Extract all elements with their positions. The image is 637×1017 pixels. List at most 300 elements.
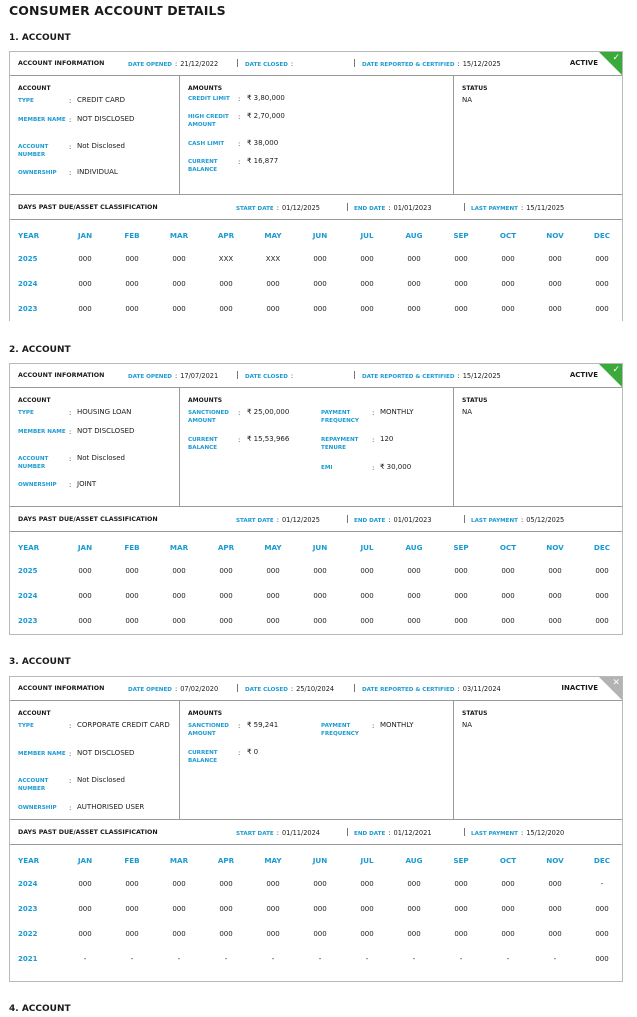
- dpd-cell: 000: [313, 305, 327, 313]
- dpd-cell: 000: [125, 280, 139, 288]
- dpd-year: 2025: [18, 567, 38, 575]
- account-column: [10, 388, 180, 506]
- dpd-cell: 000: [360, 255, 374, 263]
- dpd-cell: 000: [548, 255, 562, 263]
- colon: :: [69, 116, 72, 124]
- account-card: [9, 676, 623, 982]
- dpd-cell: 000: [501, 930, 515, 938]
- month-header: JUL: [360, 543, 374, 552]
- account-type-label: TYPE: [18, 410, 34, 416]
- separator: |: [236, 58, 239, 67]
- date-reported-label: DATE REPORTED & CERTIFIED: [362, 687, 455, 693]
- colon: :: [372, 464, 375, 472]
- dpd-title: DAYS PAST DUE/ASSET CLASSIFICATION: [18, 829, 158, 836]
- dpd-cell: 000: [501, 305, 515, 313]
- dpd-cell: 000: [407, 567, 421, 575]
- month-header: OCT: [499, 543, 517, 552]
- dpd-cell: 000: [595, 305, 609, 313]
- amount-label: PAYMENT FREQUENCY: [321, 410, 359, 424]
- separator: |: [346, 202, 349, 211]
- account-card: [9, 51, 623, 321]
- date-closed-value: 25/10/2024: [296, 685, 335, 693]
- dpd-table-header: [10, 231, 622, 243]
- dpd-cell: 000: [125, 255, 139, 263]
- amount-value: ₹ 16,877: [247, 157, 279, 165]
- colon: :: [521, 516, 524, 524]
- dpd-cell: 000: [454, 905, 468, 913]
- dpd-cell: 000: [360, 880, 374, 888]
- date-opened-value: 21/12/2022: [180, 60, 219, 68]
- date-closed-label: DATE CLOSED: [245, 374, 288, 380]
- colon: :: [388, 516, 391, 524]
- dpd-cell: -: [459, 955, 463, 963]
- ownership-label: OWNERSHIP: [18, 482, 57, 488]
- dpd-cell: -: [177, 955, 181, 963]
- amount-value: ₹ 3,80,000: [247, 94, 285, 102]
- month-header: DEC: [593, 543, 611, 552]
- dpd-cell: 000: [407, 280, 421, 288]
- month-header: JAN: [77, 231, 93, 240]
- last-payment-label: LAST PAYMENT: [471, 518, 518, 524]
- dpd-cell: 000: [125, 930, 139, 938]
- dpd-cell: 000: [125, 905, 139, 913]
- date-closed-label: DATE CLOSED: [245, 687, 288, 693]
- dpd-cell: 000: [266, 280, 280, 288]
- date-reported-field: [362, 60, 501, 68]
- amount-label: CURRENT BALANCE: [188, 437, 218, 451]
- account-number-value: Not Disclosed: [77, 454, 125, 462]
- month-header: APR: [217, 856, 235, 865]
- dpd-cell: -: [318, 955, 322, 963]
- dpd-cell: 000: [501, 255, 515, 263]
- dpd-bar: [10, 821, 622, 845]
- dpd-cell: 000: [78, 255, 92, 263]
- date-reported-value: 15/12/2025: [462, 372, 501, 380]
- dpd-year: 2022: [18, 930, 38, 938]
- date-closed-label: DATE CLOSED: [245, 62, 288, 68]
- amounts-column-title: AMOUNTS: [188, 710, 223, 717]
- status-badge: ACTIVE: [569, 59, 598, 67]
- colon: :: [174, 60, 178, 68]
- amount-value: MONTHLY: [380, 721, 414, 729]
- status-value: NA: [462, 408, 473, 416]
- dpd-cell: 000: [501, 880, 515, 888]
- account-heading: 2. ACCOUNT: [9, 345, 71, 355]
- dpd-cell: 000: [172, 280, 186, 288]
- colon: :: [69, 750, 72, 758]
- last-payment-label: LAST PAYMENT: [471, 831, 518, 837]
- dpd-cell: XXX: [218, 255, 234, 263]
- dpd-table-row: [10, 617, 622, 629]
- account-type-label: TYPE: [18, 723, 34, 729]
- month-header: AUG: [405, 543, 423, 552]
- date-reported-value: 15/12/2025: [462, 60, 501, 68]
- dpd-cell: 000: [172, 930, 186, 938]
- dpd-cell: 000: [454, 930, 468, 938]
- ownership-label: OWNERSHIP: [18, 170, 57, 176]
- dpd-cell: 000: [78, 567, 92, 575]
- month-header: MAR: [169, 231, 189, 240]
- account-column-title: ACCOUNT: [18, 397, 51, 404]
- dpd-cell: 000: [78, 880, 92, 888]
- dpd-cell: 000: [501, 592, 515, 600]
- amounts-column-title: AMOUNTS: [188, 85, 223, 92]
- dpd-cell: 000: [360, 280, 374, 288]
- dpd-cell: 000: [595, 955, 609, 963]
- separator: |: [236, 683, 239, 692]
- start-date-value: 01/12/2025: [281, 516, 320, 524]
- dpd-bar: [10, 196, 622, 220]
- start-date-label: START DATE: [236, 518, 274, 524]
- amount-value: ₹ 25,00,000: [247, 408, 290, 416]
- start-date-value: 01/11/2024: [281, 829, 320, 837]
- dpd-cell: 000: [548, 930, 562, 938]
- colon: :: [521, 204, 524, 212]
- account-number-label: ACCOUNT NUMBER: [18, 778, 49, 792]
- month-header: MAR: [169, 856, 189, 865]
- account-number-label: ACCOUNT NUMBER: [18, 456, 49, 470]
- status-column: [454, 701, 622, 819]
- dpd-cell: 000: [125, 617, 139, 625]
- date-reported-label: DATE REPORTED & CERTIFIED: [362, 374, 455, 380]
- dpd-cell: 000: [78, 280, 92, 288]
- colon: :: [69, 169, 72, 177]
- account-card: [9, 363, 623, 635]
- member-name-label: MEMBER NAME: [18, 751, 66, 757]
- dpd-cell: 000: [548, 617, 562, 625]
- date-opened-field: [128, 60, 218, 68]
- dpd-cell: 000: [454, 567, 468, 575]
- dpd-cell: 000: [360, 592, 374, 600]
- colon: :: [276, 204, 279, 212]
- date-opened-label: DATE OPENED: [128, 687, 172, 693]
- dpd-year: 2025: [18, 255, 38, 263]
- dpd-cell: 000: [454, 880, 468, 888]
- colon: :: [457, 685, 460, 693]
- dpd-cell: 000: [407, 617, 421, 625]
- colon: :: [69, 455, 72, 463]
- month-header: JUN: [312, 543, 328, 552]
- account-number-label: ACCOUNT NUMBER: [18, 144, 49, 158]
- account-info-title: ACCOUNT INFORMATION: [18, 372, 105, 379]
- separator: |: [353, 58, 356, 67]
- end-date-label: END DATE: [354, 206, 386, 212]
- ownership-value: INDIVIDUAL: [77, 168, 118, 176]
- dpd-cell: 000: [313, 905, 327, 913]
- start-date-value: 01/12/2025: [281, 204, 320, 212]
- dpd-cell: -: [506, 955, 510, 963]
- dpd-cell: 000: [454, 305, 468, 313]
- colon: :: [69, 804, 72, 812]
- amounts-column: [180, 388, 454, 506]
- month-header: JUL: [360, 231, 374, 240]
- colon: :: [372, 409, 375, 417]
- last-payment-value: 15/11/2025: [526, 204, 565, 212]
- dpd-cell: 000: [501, 905, 515, 913]
- dpd-cell: 000: [595, 280, 609, 288]
- dpd-cell: 000: [219, 280, 233, 288]
- account-type-value: CREDIT CARD: [77, 96, 126, 104]
- dpd-cell: 000: [595, 567, 609, 575]
- dpd-cell: 000: [313, 567, 327, 575]
- dpd-cell: 000: [313, 930, 327, 938]
- colon: :: [238, 140, 241, 148]
- dpd-cell: -: [271, 955, 275, 963]
- year-header: YEAR: [18, 231, 40, 240]
- colon: :: [276, 516, 279, 524]
- status-column: [454, 388, 622, 506]
- account-info-title: ACCOUNT INFORMATION: [18, 60, 105, 67]
- amounts-column-title: AMOUNTS: [188, 397, 223, 404]
- dpd-year: 2021: [18, 955, 38, 963]
- colon: :: [276, 829, 279, 837]
- account-info-bar: [10, 677, 622, 701]
- amount-value: MONTHLY: [380, 408, 414, 416]
- dpd-title: DAYS PAST DUE/ASSET CLASSIFICATION: [18, 204, 158, 211]
- amount-label: CREDIT LIMIT: [188, 96, 230, 102]
- month-header: DEC: [593, 856, 611, 865]
- dpd-cell: 000: [360, 617, 374, 625]
- dpd-table-row: [10, 955, 622, 967]
- dpd-year: 2023: [18, 305, 38, 313]
- month-header: JUN: [312, 231, 328, 240]
- colon: :: [457, 372, 460, 380]
- month-header: AUG: [405, 231, 423, 240]
- account-details: [10, 388, 622, 507]
- start-date-label: START DATE: [236, 831, 274, 837]
- colon: :: [238, 158, 241, 166]
- dpd-table-header: [10, 543, 622, 555]
- dpd-table-row: [10, 305, 622, 317]
- status-badge: ACTIVE: [569, 371, 598, 379]
- dpd-cell: 000: [78, 930, 92, 938]
- colon: :: [372, 722, 375, 730]
- colon: :: [238, 722, 241, 730]
- dpd-cell: 000: [407, 880, 421, 888]
- dpd-cell: 000: [266, 567, 280, 575]
- account-type-value: HOUSING LOAN: [77, 408, 132, 416]
- account-number-value: Not Disclosed: [77, 776, 125, 784]
- colon: :: [69, 481, 72, 489]
- dpd-cell: -: [224, 955, 228, 963]
- dpd-cell: 000: [360, 305, 374, 313]
- colon: :: [238, 409, 241, 417]
- date-reported-field: [362, 372, 501, 380]
- month-header: MAY: [264, 856, 282, 865]
- amount-value: 120: [380, 435, 394, 443]
- dpd-cell: 000: [595, 592, 609, 600]
- dpd-cell: 000: [595, 255, 609, 263]
- dpd-table-row: [10, 280, 622, 292]
- dpd-cell: 000: [548, 905, 562, 913]
- amount-value: ₹ 15,53,966: [247, 435, 290, 443]
- dpd-cell: 000: [125, 880, 139, 888]
- end-date-label: END DATE: [354, 518, 386, 524]
- dpd-cell: -: [412, 955, 416, 963]
- month-header: SEP: [453, 231, 469, 240]
- date-opened-field: [128, 685, 218, 693]
- status-value: NA: [462, 96, 473, 104]
- dpd-cell: 000: [266, 905, 280, 913]
- dpd-cell: 000: [313, 255, 327, 263]
- amount-value: ₹ 0: [247, 748, 259, 756]
- ownership-label: OWNERSHIP: [18, 805, 57, 811]
- last-payment-field: [471, 829, 564, 837]
- dpd-cell: 000: [172, 905, 186, 913]
- status-column-title: STATUS: [462, 710, 488, 717]
- amount-value: ₹ 2,70,000: [247, 112, 285, 120]
- ownership-value: AUTHORISED USER: [77, 803, 145, 811]
- account-column: [10, 76, 180, 194]
- end-date-field: [354, 204, 432, 212]
- dpd-cell: 000: [595, 930, 609, 938]
- dpd-cell: 000: [548, 880, 562, 888]
- separator: |: [236, 370, 239, 379]
- account-info-bar: [10, 364, 622, 388]
- start-date-field: [236, 516, 320, 524]
- dpd-cell: 000: [595, 617, 609, 625]
- amount-label: PAYMENT FREQUENCY: [321, 723, 359, 737]
- dpd-cell: 000: [125, 592, 139, 600]
- dpd-table-row: [10, 567, 622, 579]
- dpd-cell: 000: [360, 567, 374, 575]
- member-name-value: NOT DISCLOSED: [77, 749, 135, 757]
- account-info-title: ACCOUNT INFORMATION: [18, 685, 105, 692]
- dpd-cell: 000: [78, 305, 92, 313]
- date-opened-field: [128, 372, 218, 380]
- dpd-table-row: [10, 905, 622, 917]
- dpd-table-row: [10, 255, 622, 267]
- dpd-cell: 000: [454, 617, 468, 625]
- amount-label: SANCTIONED AMOUNT: [188, 410, 229, 424]
- dpd-cell: 000: [219, 305, 233, 313]
- colon: :: [69, 722, 72, 730]
- status-value: NA: [462, 721, 473, 729]
- dpd-cell: XXX: [265, 255, 281, 263]
- dpd-bar: [10, 508, 622, 532]
- dpd-cell: 000: [125, 567, 139, 575]
- month-header: FEB: [124, 231, 140, 240]
- dpd-cell: 000: [125, 305, 139, 313]
- amounts-column: [180, 701, 454, 819]
- dpd-cell: 000: [501, 280, 515, 288]
- dpd-cell: 000: [548, 592, 562, 600]
- dpd-cell: 000: [407, 905, 421, 913]
- dpd-cell: 000: [172, 617, 186, 625]
- member-name-value: NOT DISCLOSED: [77, 115, 135, 123]
- month-header: AUG: [405, 856, 423, 865]
- colon: :: [521, 829, 524, 837]
- colon: :: [69, 143, 72, 151]
- dpd-cell: 000: [219, 617, 233, 625]
- status-column: [454, 76, 622, 194]
- dpd-cell: 000: [501, 567, 515, 575]
- dpd-year: 2024: [18, 280, 38, 288]
- dpd-cell: 000: [78, 592, 92, 600]
- colon: :: [69, 409, 72, 417]
- member-name-value: NOT DISCLOSED: [77, 427, 135, 435]
- amount-value: ₹ 59,241: [247, 721, 279, 729]
- dpd-cell: 000: [548, 305, 562, 313]
- last-payment-field: [471, 516, 564, 524]
- status-column-title: STATUS: [462, 85, 488, 92]
- month-header: MAY: [264, 543, 282, 552]
- month-header: JUN: [312, 856, 328, 865]
- end-date-value: 01/12/2021: [393, 829, 432, 837]
- amount-label: SANCTIONED AMOUNT: [188, 723, 229, 737]
- dpd-cell: 000: [454, 592, 468, 600]
- dpd-cell: 000: [172, 880, 186, 888]
- dpd-cell: 000: [219, 592, 233, 600]
- month-header: OCT: [499, 231, 517, 240]
- ownership-value: JOINT: [77, 480, 97, 488]
- end-date-value: 01/01/2023: [393, 204, 432, 212]
- dpd-cell: 000: [219, 905, 233, 913]
- end-date-field: [354, 829, 432, 837]
- dpd-cell: 000: [313, 617, 327, 625]
- month-header: FEB: [124, 543, 140, 552]
- colon: :: [238, 436, 241, 444]
- month-header: APR: [217, 231, 235, 240]
- dpd-cell: -: [130, 955, 134, 963]
- colon: :: [290, 372, 294, 380]
- dpd-cell: 000: [172, 305, 186, 313]
- amount-label: REPAYMENT TENURE: [321, 437, 359, 451]
- dpd-table-header: [10, 856, 622, 868]
- account-heading: 4. ACCOUNT: [9, 1004, 71, 1014]
- colon: :: [388, 204, 391, 212]
- colon: :: [69, 97, 72, 105]
- year-header: YEAR: [18, 856, 40, 865]
- status-column-title: STATUS: [462, 397, 488, 404]
- dpd-cell: 000: [454, 255, 468, 263]
- date-opened-label: DATE OPENED: [128, 62, 172, 68]
- last-payment-value: 05/12/2025: [526, 516, 565, 524]
- colon: :: [457, 60, 460, 68]
- dpd-cell: 000: [219, 880, 233, 888]
- member-name-label: MEMBER NAME: [18, 117, 66, 123]
- colon: :: [69, 428, 72, 436]
- separator: |: [353, 683, 356, 692]
- month-header: SEP: [453, 856, 469, 865]
- amount-label: CURRENT BALANCE: [188, 750, 218, 764]
- dpd-cell: 000: [454, 280, 468, 288]
- dpd-cell: -: [600, 880, 604, 888]
- dpd-table-row: [10, 880, 622, 892]
- date-reported-label: DATE REPORTED & CERTIFIED: [362, 62, 455, 68]
- month-header: JAN: [77, 856, 93, 865]
- dpd-cell: 000: [266, 880, 280, 888]
- member-name-label: MEMBER NAME: [18, 429, 66, 435]
- amount-label: CURRENT BALANCE: [188, 159, 218, 173]
- account-details: [10, 76, 622, 195]
- start-date-field: [236, 829, 320, 837]
- separator: |: [463, 202, 466, 211]
- dpd-cell: 000: [172, 567, 186, 575]
- date-opened-value: 17/07/2021: [180, 372, 219, 380]
- date-reported-value: 03/11/2024: [462, 685, 501, 693]
- dpd-cell: 000: [548, 567, 562, 575]
- amount-label: CASH LIMIT: [188, 141, 225, 147]
- account-column: [10, 701, 180, 819]
- colon: :: [372, 436, 375, 444]
- colon: :: [290, 685, 294, 693]
- check-icon: ✓: [612, 53, 620, 63]
- dpd-cell: 000: [360, 930, 374, 938]
- dpd-year: 2023: [18, 905, 38, 913]
- dpd-cell: 000: [172, 255, 186, 263]
- start-date-label: START DATE: [236, 206, 274, 212]
